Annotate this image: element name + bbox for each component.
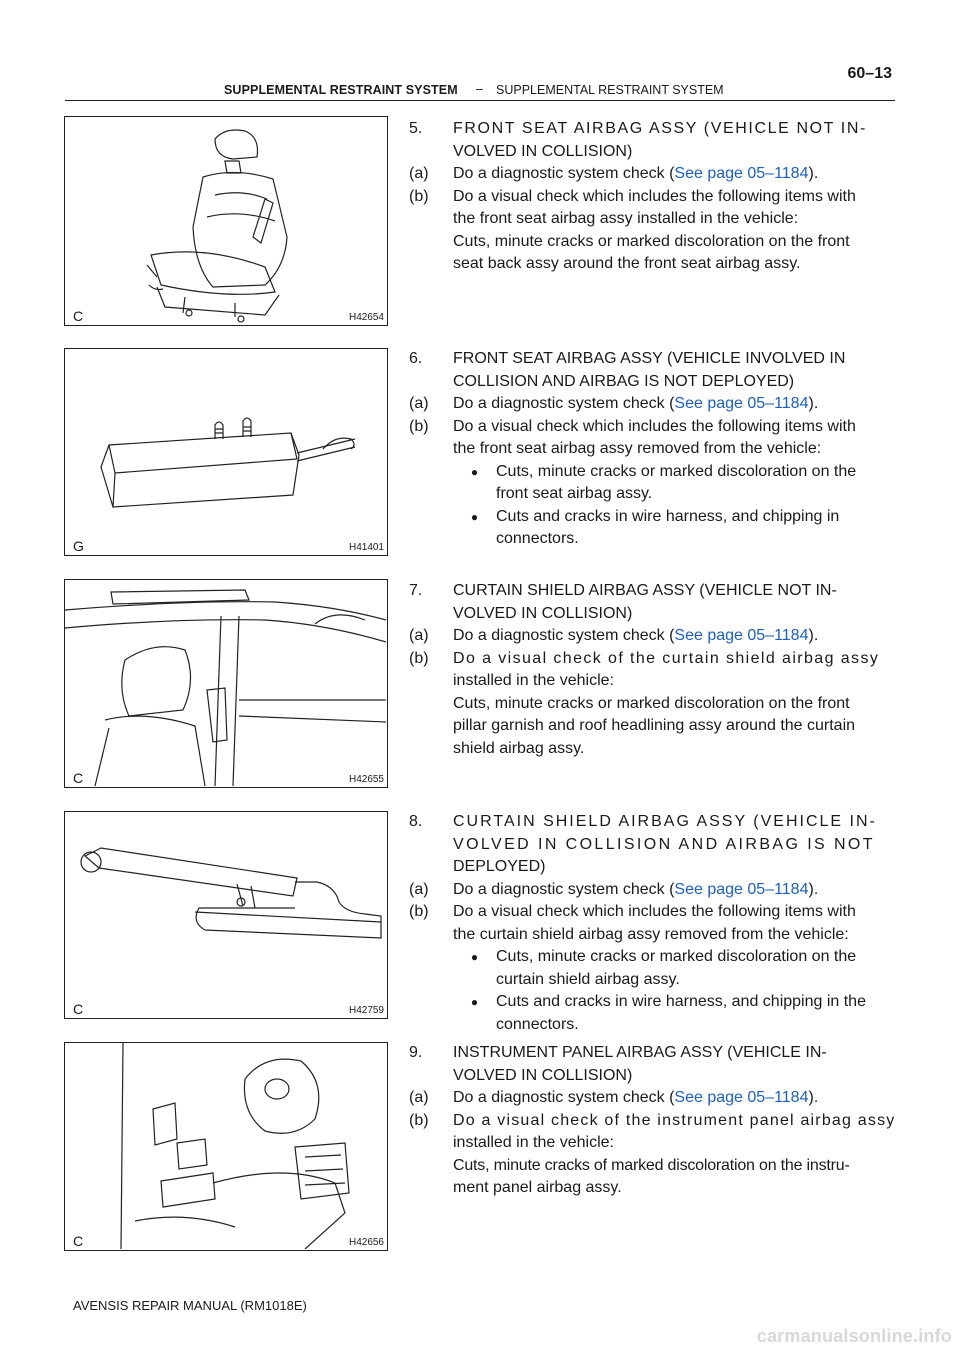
- bullet-text: connectors.: [496, 530, 579, 547]
- step-9: [409, 1042, 896, 1200]
- substep-label: (a): [409, 395, 429, 412]
- figure-letter: C: [73, 1233, 84, 1249]
- bullet-item: [453, 506, 896, 529]
- step-title-cont: VOLVED IN COLLISION AND AIRBAG IS NOT: [453, 835, 875, 853]
- substep-text: installed in the vehicle:: [453, 1134, 614, 1151]
- bullet-icon: ●: [470, 509, 479, 524]
- bullet-icon: ●: [470, 995, 479, 1009]
- substep-a: [409, 1087, 896, 1110]
- step-number: 7.: [409, 582, 423, 599]
- substep-text: Do a diagnostic system check (: [453, 165, 675, 182]
- substep-label: (b): [409, 649, 429, 667]
- substep-text: Do a visual check which includes the following items with: [453, 417, 856, 435]
- step-title-cont: VOLVED IN COLLISION): [453, 604, 633, 622]
- step-title: INSTRUMENT PANEL AIRBAG ASSY (VEHICLE IN-: [453, 1044, 827, 1061]
- substep-label: (b): [409, 417, 429, 435]
- figure-code: H41401: [348, 542, 384, 553]
- substep-b: [409, 416, 896, 439]
- front-seat-airbag-illustration: [65, 349, 386, 554]
- bullet-icon: ●: [470, 464, 479, 479]
- step-6: [409, 348, 896, 551]
- substep-label: (b): [409, 187, 429, 205]
- step-heading: [409, 1042, 896, 1065]
- page-number: 60–13: [847, 65, 892, 82]
- step-5: [409, 118, 896, 276]
- substep-text: seat back assy around the front seat airbag assy.: [453, 255, 801, 272]
- step-title-cont: COLLISION AND AIRBAG IS NOT DEPLOYED): [453, 372, 795, 390]
- step-title-cont: VOLVED IN COLLISION): [453, 142, 633, 160]
- bullet-icon: ●: [470, 950, 479, 964]
- substep-a: [409, 393, 896, 416]
- substep-b: [409, 186, 896, 209]
- bullet-text: connectors.: [496, 1015, 579, 1033]
- substep-a: [409, 163, 896, 186]
- figure-front-seat-airbag: [64, 348, 388, 556]
- bullet-item: [453, 946, 896, 969]
- step-title: CURTAIN SHIELD AIRBAG ASSY (VEHICLE NOT IN-: [453, 582, 837, 599]
- substep-text: Do a diagnostic system check (: [453, 395, 675, 412]
- substep-text: Cuts, minute cracks of marked discoloration on the instru-: [453, 1156, 850, 1174]
- step-title: FRONT SEAT AIRBAG ASSY (VEHICLE NOT IN-: [453, 120, 867, 137]
- step-number: 5.: [409, 120, 423, 137]
- bullet-text: curtain shield airbag assy.: [496, 970, 680, 988]
- substep-text: ment panel airbag assy.: [453, 1179, 622, 1196]
- bullet-text: Cuts and cracks in wire harness, and chipping in the: [496, 993, 866, 1010]
- substep-b: [409, 901, 896, 924]
- step-8: [409, 811, 896, 1036]
- substep-text: Cuts, minute cracks or marked discoloration on the front: [453, 694, 850, 712]
- substep-text: Do a diagnostic system check (: [453, 880, 675, 898]
- substep-text: ).: [808, 395, 819, 412]
- figure-front-seat: [64, 116, 388, 326]
- step-7: [409, 580, 896, 760]
- see-page-link[interactable]: See page 05–1184: [674, 395, 809, 412]
- substep-a: [409, 625, 896, 648]
- step-heading: [409, 118, 896, 141]
- curtain-shield-installed-illustration: [65, 580, 386, 786]
- substep-text: Do a visual check which includes the following items with: [453, 187, 856, 205]
- substep-text: the curtain shield airbag assy removed from the vehicle:: [453, 925, 849, 943]
- substep-text: pillar garnish and roof headlining assy around the curtain: [453, 717, 856, 734]
- figure-instrument-panel: [64, 1042, 388, 1251]
- substep-text: the front seat airbag assy removed from the vehicle:: [453, 440, 822, 457]
- substep-text: ).: [808, 880, 819, 898]
- substep-text: ).: [808, 627, 819, 644]
- figure-code: H42655: [348, 774, 384, 785]
- see-page-link[interactable]: See page 05–1184: [674, 880, 809, 898]
- watermark[interactable]: carmanualsonline.info: [756, 1326, 952, 1346]
- step-heading: [409, 348, 896, 371]
- substep-text: Cuts, minute cracks or marked discoloration on the front: [453, 232, 850, 250]
- header-subsection-title: SUPPLEMENTAL RESTRAINT SYSTEM: [496, 83, 724, 97]
- substep-label: (b): [409, 1111, 429, 1129]
- substep-text: the front seat airbag assy installed in the vehicle:: [453, 210, 799, 227]
- figure-code: H42656: [348, 1237, 384, 1248]
- figure-code: H42759: [348, 1005, 384, 1016]
- substep-text: ).: [808, 1089, 819, 1106]
- substep-text: installed in the vehicle:: [453, 672, 614, 689]
- substep-b: [409, 1110, 896, 1133]
- see-page-link[interactable]: See page 05–1184: [674, 1089, 809, 1106]
- see-page-link[interactable]: See page 05–1184: [674, 165, 809, 182]
- curtain-shield-removed-illustration: [65, 812, 386, 1017]
- substep-text: Do a visual check of the instrument panel airbag assy: [453, 1111, 896, 1129]
- bullet-item: [453, 991, 896, 1014]
- substep-label: (a): [409, 880, 429, 898]
- substep-text: Do a diagnostic system check (: [453, 1089, 675, 1106]
- figure-code: H42654: [348, 312, 384, 323]
- substep-b: [409, 648, 896, 671]
- figure-letter: C: [73, 770, 84, 786]
- bullet-text: Cuts and cracks in wire harness, and chipping in: [496, 507, 840, 525]
- substep-text: ).: [808, 165, 819, 182]
- figure-curtain-shield-removed: [64, 811, 388, 1019]
- front-seat-illustration: [65, 117, 386, 324]
- step-title: FRONT SEAT AIRBAG ASSY (VEHICLE INVOLVED IN: [453, 350, 846, 367]
- step-number: 9.: [409, 1044, 423, 1061]
- step-heading: [409, 580, 896, 603]
- substep-text: Do a visual check which includes the following items with: [453, 903, 856, 920]
- step-number: 6.: [409, 350, 423, 367]
- bullet-text: front seat airbag assy.: [496, 485, 653, 502]
- figure-letter: G: [73, 538, 84, 554]
- substep-label: (a): [409, 1089, 429, 1106]
- header-separator: –: [476, 82, 483, 96]
- figure-letter: C: [73, 308, 84, 324]
- substep-label: (a): [409, 627, 429, 644]
- step-title: CURTAIN SHIELD AIRBAG ASSY (VEHICLE IN-: [453, 813, 877, 830]
- bullet-text: Cuts, minute cracks or marked discoloration on the: [496, 462, 857, 480]
- header-section-title: SUPPLEMENTAL RESTRAINT SYSTEM: [224, 83, 458, 97]
- see-page-link[interactable]: See page 05–1184: [674, 627, 809, 644]
- substep-label: (a): [409, 165, 429, 182]
- substep-text: Do a diagnostic system check (: [453, 627, 675, 644]
- step-heading: [409, 811, 896, 834]
- footer-manual-title: AVENSIS REPAIR MANUAL (RM1018E): [73, 1298, 307, 1313]
- figure-curtain-shield-installed: [64, 579, 388, 788]
- header-rule: [65, 100, 895, 101]
- bullet-text: Cuts, minute cracks or marked discoloration on the: [496, 948, 857, 965]
- step-title-cont: VOLVED IN COLLISION): [453, 1066, 633, 1084]
- instrument-panel-illustration: [65, 1043, 386, 1249]
- substep-a: [409, 879, 896, 902]
- substep-label: (b): [409, 903, 429, 920]
- substep-text: Do a visual check of the curtain shield airbag assy: [453, 649, 880, 667]
- substep-text: shield airbag assy.: [453, 739, 585, 757]
- bullet-item: [453, 461, 896, 484]
- step-title-cont: DEPLOYED): [453, 858, 546, 875]
- step-number: 8.: [409, 813, 423, 830]
- figure-letter: C: [73, 1001, 84, 1017]
